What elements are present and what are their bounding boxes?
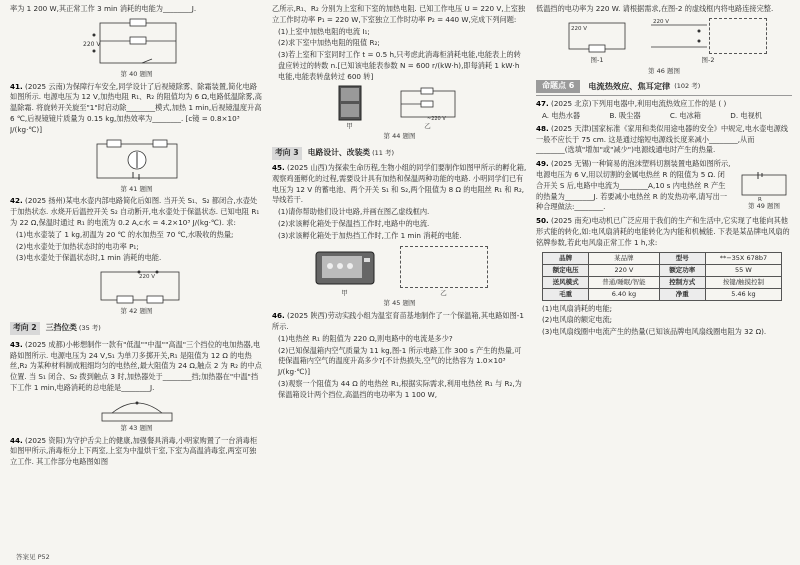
figure-40 <box>10 17 263 80</box>
disinfection-cabinet-icon <box>337 85 363 121</box>
section-three-levels <box>10 322 263 335</box>
wiring-dashed-box <box>709 18 767 54</box>
question-47-text: (2025 北京)下列用电器中,利用电流热效应工作的是 ( ) <box>551 99 727 109</box>
question-44-number: 44. <box>10 435 23 445</box>
figure-41-caption: 第 41 题图 <box>120 184 153 193</box>
question-43 <box>10 340 263 394</box>
svg-text:R: R <box>758 197 762 202</box>
table-row <box>543 288 782 300</box>
question-47 <box>536 99 792 110</box>
proposition-badge: 命题点 6 <box>536 80 580 93</box>
svg-text:220 V: 220 V <box>82 40 100 48</box>
question-47-options <box>536 111 792 122</box>
question-42-sub1: (1)电水壶装了 1 kg,初温为 20 ℃ 的水加热至 70 ℃,水吸收的热量; <box>16 229 234 239</box>
proposition-count: (102 考) <box>674 82 701 91</box>
section-title: 电路设计、改装类 <box>307 148 371 158</box>
question-45-number: 45. <box>272 162 285 172</box>
rotary-switch-circuit-icon <box>77 138 197 184</box>
svg-text:220 V: 220 V <box>653 18 670 25</box>
option-a: A. 电热水器 <box>542 110 581 120</box>
table-cell: 控制方式 <box>659 276 705 288</box>
question-46-text: (2025 陕西)劳动实践小组为温室育苗基地制作了一个保温箱,其电路如图-1 所示. <box>272 311 524 331</box>
figure-44-label-a: 甲 <box>346 121 353 130</box>
question-49-block <box>536 157 792 214</box>
figure-46-label-b: 图-2 <box>701 55 715 64</box>
figure-40-caption: 第 40 题图 <box>120 69 153 78</box>
figure-43-caption: 第 43 题图 <box>120 423 153 432</box>
question-42-text: (2025 扬州)某电水壶内部电路简化后如图. 当开关 S₁、S₂ 都闭合,水壶处于加热状态. 水烧开后温控开关 S₂ 自动断开,电水壶处于保温状态. 已知电阻 R₁ 为 22 Ω,保温时通过 R₁ 的电流为 0.2 A,c水 = 4.2×10³ J/(kg·℃). 求: <box>10 196 260 227</box>
svg-text:~220 V: ~220 V <box>426 115 446 121</box>
incubator-icon <box>312 244 378 288</box>
svg-text:220 V: 220 V <box>138 274 155 281</box>
figure-46-label-a: 图-1 <box>590 55 604 64</box>
question-44-sub2: (2)求下室中加热电阻的阻值 R₂; <box>278 38 380 48</box>
question-45-sub1: (1)请你帮助他们设计电路,并画在图乙虚线框内. <box>278 207 430 217</box>
section-count: (11 考) <box>372 149 395 158</box>
proposition-title: 电流热效应、焦耳定律 <box>588 81 671 92</box>
table-row <box>543 264 782 276</box>
question-44-text: (2025 资阳)为守护舌尖上的健康,加强餐具消毒,小明家购置了一台消毒柜如图甲所示,消毒柜分上下两室,上室为中温烘干室,下室为高温消毒室,两室可独立工作. 其工作部分电路图如图 <box>10 435 258 467</box>
question-42-sub2: (2)电水壶处于加热状态时的电功率 P₁; <box>16 241 139 251</box>
question-50-number: 50. <box>536 216 549 226</box>
question-44-sub1: (1)上室中加热电阻的电流 I₁; <box>278 26 370 36</box>
table-cell: 毛重 <box>543 288 589 300</box>
question-46 <box>272 311 527 333</box>
question-45-sub3: (3)求该孵化箱处于加热挡工作时,工作 1 min 消耗的电能. <box>278 230 462 240</box>
question-49-text: (2025 无锡)一种简易的泡沫塑料切割装置电路如图所示,电源电压为 6 V,用以切割的金属电热丝 R 的阻值为 5 Ω. 闭合开关 S 后,电路中电流为________A,10 s 内电热丝 R 产生的热量为________J. 若要减小电热丝 R 的发热功率,请写出一种合理做法:________. <box>536 159 731 212</box>
table-row <box>543 252 782 264</box>
table-cell: 额定电压 <box>543 264 589 276</box>
option-d: D. 电视机 <box>730 110 762 120</box>
question-48-text: (2025 天津)国家标准《家用和类似用途电器的安全》中规定,电水壶电源线一般不应长于 75 cm. 这是通过缩短电源线长度来减小________,从而________(选填"增加"或"减少")电源线通电时产生的热量. <box>536 123 788 155</box>
figure-49 <box>736 171 792 212</box>
question-50-text: (2025 南充)电动机已广泛应用于我们的生产和生活中,它实现了电能向其他形式能的转化,如:电风扇消耗的电能转化为内能和机械能. 下表是某品牌电风扇的铭牌参数,若此电风扇正常工作 1 h,求: <box>536 216 790 247</box>
table-cell: 净重 <box>659 288 705 300</box>
section-title: 三挡位类 <box>45 322 77 332</box>
figure-45-label-b: 乙 <box>440 288 447 297</box>
figure-45-caption: 第 45 题图 <box>383 299 416 308</box>
question-48-number: 48. <box>536 123 549 133</box>
figure-43 <box>10 393 263 434</box>
column-left <box>10 4 263 561</box>
table-cell: 某品牌 <box>589 252 660 264</box>
figure-49-caption: 第 49 题图 <box>748 202 780 211</box>
question-46-number: 46. <box>272 311 285 321</box>
question-43-text: (2025 成都)小彬想制作一款有"低温""中温""高温"三个挡位的电加热器,电路如图所示. 电源电压为 24 V,S₁ 为单刀多掷开关,R₁ 是阻值为 12 Ω 的电热丝,R₂ 为某种材料制成粗细均匀的电热丝,最大阻值为 24 Ω,触点 2 为 R₂ 的中点位置. 当 S₁ 闭合、S₂ 拨到触点 3 时,加热器处于________挡;加热器在"中温"挡下工作 1 min,电路消耗的总电能是________J. <box>10 339 262 392</box>
question-47-number: 47. <box>536 99 549 109</box>
question-42-sub3: (3)电水壶处于保温状态时,1 min 消耗的电能. <box>16 253 162 263</box>
question-41 <box>10 82 263 136</box>
column-right <box>536 4 792 561</box>
question-46-sub2: (2)已知保温箱内空气质量为 11 kg,图-1 所示电路工作 300 s 产生的热量,可使保温箱内空气的温度升高多少?[不计热损失,空气的比热容为 1.0×10³ J/(kg·℃)] <box>278 345 522 377</box>
q46-continued: 低温挡的电功率为 220 W. 请根据需求,在图-2 的虚线框内将电路连接完整. <box>536 4 774 13</box>
figure-46 <box>536 17 792 77</box>
question-42 <box>10 196 263 228</box>
figure-42 <box>10 266 263 317</box>
kettle-circuit-icon <box>77 266 197 306</box>
proposition-heading <box>536 80 792 96</box>
question-46-sub3: (3)观察一个阻值为 44 Ω 的电热丝 R₁,根据实际需求,利用电热丝 R₁ 与 R₂,为保温箱设计两个挡位,高温挡的电功率为 1 100 W, <box>278 378 522 399</box>
column-middle <box>272 4 527 561</box>
question-44 <box>10 436 263 468</box>
option-b: B. 吸尘器 <box>609 110 641 120</box>
section-circuit-design <box>272 147 527 160</box>
question-50 <box>536 216 792 248</box>
question-46-sub1: (1)电热丝 R₁ 的阻值为 220 Ω,则电路中的电流是多少? <box>278 333 453 343</box>
table-cell: 220 V <box>589 264 660 276</box>
insulation-box-circuit-icon <box>561 17 633 55</box>
answer-reference: 答案见 P52 <box>16 553 50 562</box>
q44-continued: 乙所示,R₁、R₂ 分别为上室和下室的加热电阻. 已知工作电压 U = 220 V,上室独立工作时功率 P₁ = 220 W,下室独立工作时功率 P₂ = 440 W,完成下列问题: <box>272 4 526 24</box>
question-49-number: 49. <box>536 159 549 169</box>
design-dashed-box <box>400 246 488 288</box>
figure-41 <box>10 138 263 195</box>
figure-46-caption: 第 46 题图 <box>648 66 680 75</box>
option-c: C. 电冰箱 <box>669 110 701 120</box>
figure-44 <box>272 85 527 143</box>
table-cell: **−35X 678b7 <box>705 252 781 264</box>
figure-45-label-a: 甲 <box>341 288 348 297</box>
figure-42-caption: 第 42 题图 <box>120 307 153 316</box>
question-50-sub1: (1)电风扇消耗的电能; <box>542 303 613 313</box>
question-41-text: (2025 云南)为保障行车安全,同学设计了后视镜除雾、除霜装置,简化电路如图所示. 电源电压为 12 V,加热电阻 R₁、R₂ 的阻值均为 6 Ω,电路低温除雾,高温除霜. 将旋转开关旋至"1"时启动除________模式,加热 1 min,后视镜温度升高 6 ℃,后视镜镜片质量为 0.15 kg,加热效率为________. [c镜 = 0.8×10³ J/(kg·℃)] <box>10 81 262 134</box>
question-45-sub2: (2)求该孵化箱处于保温挡工作时,电路中的电流. <box>278 218 430 228</box>
figure-45 <box>272 244 527 310</box>
table-cell: 按键/触摸控制 <box>705 276 781 288</box>
question-45-text: (2025 山西)为探索生命历程,生物小组的同学们要制作如图甲所示的孵化箱,观察鸡蛋孵化的过程,需要设计具有加热和保温两种功能的电路. 小明同学们已有电压为 12 V 的蓄电池、两个开关 S₁ 和 S₂,两个阻值为 8 Ω 的电阻丝 R₁ 和 R₂,导线若干. <box>272 162 527 205</box>
switch-terminals-icon <box>649 17 709 55</box>
question-50-sub2: (2)电风扇的额定电流; <box>542 315 613 325</box>
cabinet-circuit-icon <box>393 87 463 121</box>
table-cell: 5.46 kg <box>705 288 781 300</box>
table-cell: 品牌 <box>543 252 589 264</box>
question-42-number: 42. <box>10 196 23 206</box>
question-44-sub3: (3)若上室和下室同时工作 t = 0.5 h,只考虑此消毒柜消耗电能,电能表上的转盘应转过的转数 n.[已知该电能表参数 N = 600 r/(kW·h),即每消耗 1 kW·h 电能,电能表转盘转过 600 转] <box>278 50 521 81</box>
table-cell: 6.40 kg <box>589 288 660 300</box>
foam-cutter-circuit-icon <box>738 171 790 201</box>
table-cell: 型号 <box>659 252 705 264</box>
question-43-number: 43. <box>10 339 23 349</box>
multi-throw-switch-circuit-icon <box>92 393 182 423</box>
question-45 <box>272 163 527 206</box>
section-count: (35 考) <box>78 323 101 332</box>
table-cell: 额定功率 <box>659 264 705 276</box>
table-row <box>543 276 782 288</box>
section-tag: 考向 2 <box>10 322 40 335</box>
svg-text:220 V: 220 V <box>571 25 588 32</box>
q40-tail: 率为 1 200 W,其正常工作 3 min 消耗的电能为________J. <box>10 4 197 13</box>
section-tag: 考向 3 <box>272 147 302 160</box>
table-cell: 普通/睡眠/智能 <box>589 276 660 288</box>
question-43-block <box>10 338 263 395</box>
question-41-number: 41. <box>10 81 23 91</box>
question-50-sub3: (3)电风扇线圈中电流产生的热量(已知该品牌电风扇线圈电阻为 32 Ω). <box>542 327 767 337</box>
question-49 <box>536 159 732 213</box>
question-48 <box>536 124 792 156</box>
table-cell: 55 W <box>705 264 781 276</box>
table-cell: 送风模式 <box>543 276 589 288</box>
circuit-40-icon <box>82 17 192 69</box>
figure-44-label-b: 乙 <box>424 121 431 130</box>
fan-spec-table <box>542 252 782 301</box>
figure-44-caption: 第 44 题图 <box>383 132 416 141</box>
